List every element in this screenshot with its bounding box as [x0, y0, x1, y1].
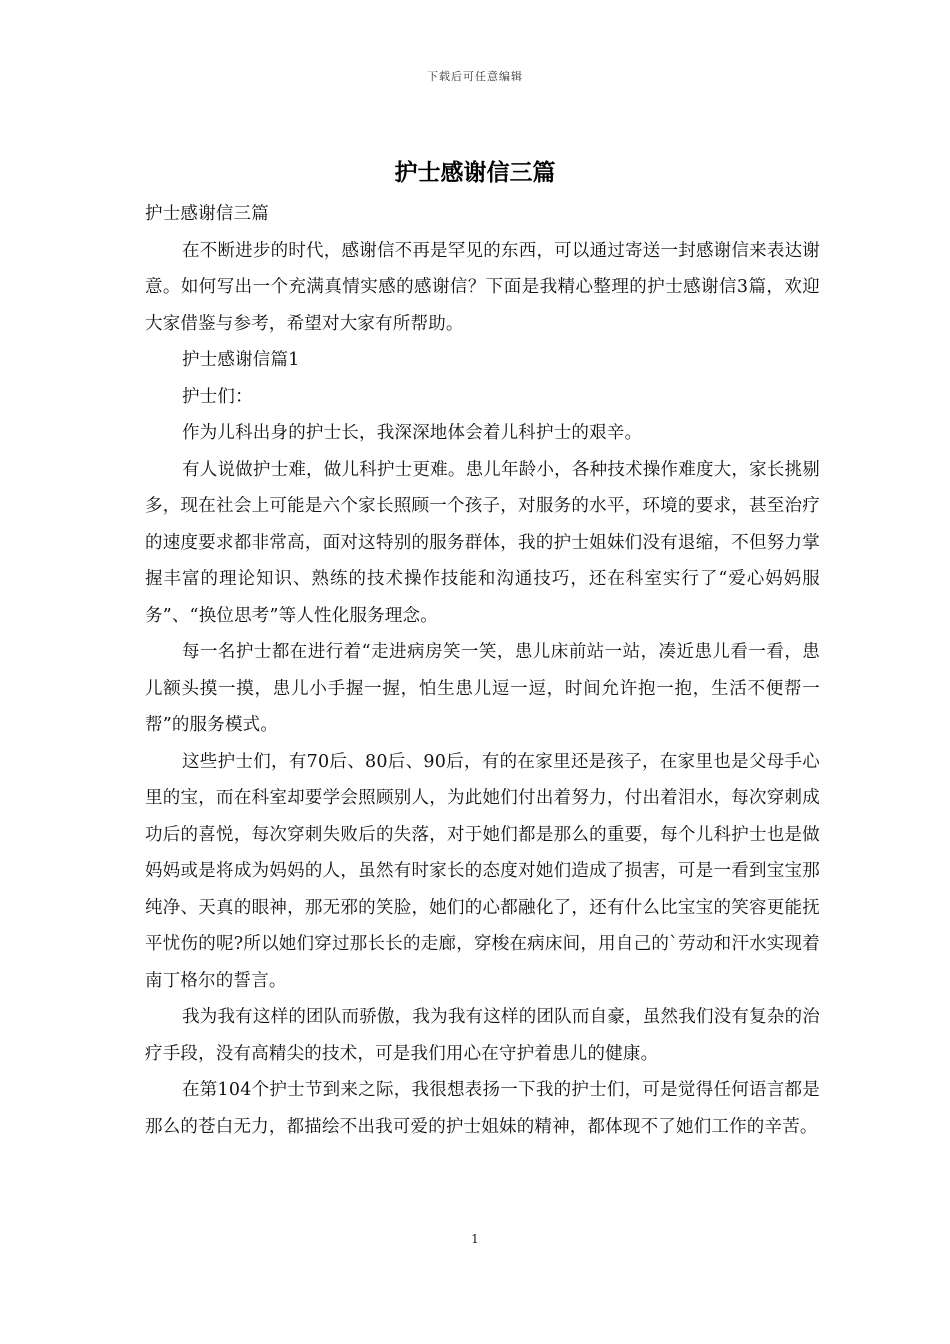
- paragraph: 我为我有这样的团队而骄傲，我为我有这样的团队而自豪，虽然我们没有复杂的治疗手段，没有高精尖的技术，可是我们用心在守护着患儿的健康。: [145, 1007, 820, 1064]
- paragraph: 护士们：: [182, 386, 253, 407]
- paragraph: 护士感谢信篇1: [182, 350, 300, 370]
- document-title: 护士感谢信三篇: [394, 159, 556, 186]
- paragraph: 这些护士们，有70后、80后、90后，有的在家里还是孩子，在家里也是父母手心里的宝，而在科室却要学会照顾别人，为此她们付出着努力，付出着泪水，每次穿刺成功后的喜悦，每次穿刺失败后的失落，对于她们都是那么的重要，每个儿科护士也是做妈妈或是将成为妈妈的人，虽然有时家长的态度对她们造成了损害，可是一看到宝宝那纯净、天真的眼神，那无邪的笑脸，她们的心都融化了，还有什么比宝宝的笑容更能抚平忧伤的呢?所以她们穿过那长长的走廊，穿梭在病床间，用自己的`劳动和汗水实现着南丁格尔的誓言。: [145, 751, 820, 991]
- document-body: [145, 196, 820, 1145]
- paragraph: 作为儿科出身的护士长，我深深地体会着儿科护士的艰辛。: [182, 423, 643, 443]
- paragraph: 有人说做护士难，做儿科护士更难。患儿年龄小，各种技术操作难度大，家长挑剔多，现在社会上可能是六个家长照顾一个孩子，对服务的水平，环境的要求，甚至治疗的速度要求都非常高，面对这特别的服务群体，我的护士姐妹们没有退缩，不但努力掌握丰富的理论知识、熟练的技术操作技能和沟通技巧，还在科室实行了“爱心妈妈服务”、“换位思考”等人性化服务理念。: [145, 459, 820, 626]
- page-number: 1: [471, 1232, 479, 1246]
- paragraph: 护士感谢信三篇: [145, 204, 269, 224]
- paragraph: 在第104个护士节到来之际，我很想表扬一下我的护士们，可是觉得任何语言都是那么的苍白无力，都描绘不出我可爱的护士姐妹的精神，都体现不了她们工作的辛苦。: [145, 1080, 820, 1137]
- paragraph: 每一名护士都在进行着“走进病房笑一笑，患儿床前站一站，凑近患儿看一看，患儿额头摸一摸，患儿小手握一握，怕生患儿逗一逗，时间允许抱一抱，生活不便帮一帮”的服务模式。: [145, 642, 820, 735]
- paragraph: 在不断进步的时代，感谢信不再是罕见的东西，可以通过寄送一封感谢信来表达谢意。如何写出一个充满真情实感的感谢信？下面是我精心整理的护士感谢信3篇，欢迎大家借鉴与参考，希望对大家有所帮助。: [145, 240, 820, 334]
- header-note: 下载后可任意编辑: [427, 70, 523, 83]
